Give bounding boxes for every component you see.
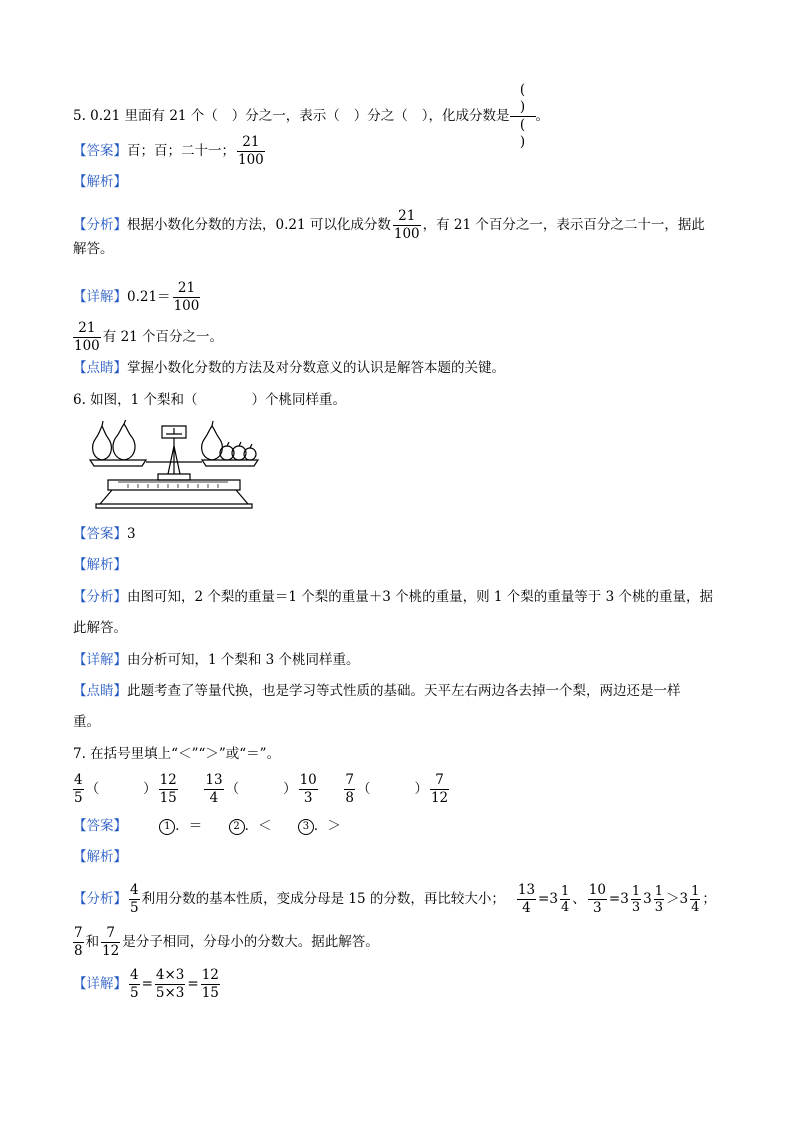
q5-jiexi: 【解析】 bbox=[73, 174, 127, 190]
q7-answer: 【答案】 1 ．＝ 2 ．＜ 3 ．＞ bbox=[73, 818, 341, 834]
q6-answer: 【答案】3 bbox=[73, 526, 136, 542]
q6-question: 6. 如图，1 个梨和（ ）个桃同样重。 bbox=[73, 392, 347, 408]
q7-xiangjie: 【详解】 $\frac{4}{5}$ = $\frac{4\times 3}{5\times 3}$ = $\frac{12}{15}$ bbox=[73, 967, 219, 1001]
q6-jiexi: 【解析】 bbox=[73, 557, 127, 573]
q5-fenxi-line2: 解答。 bbox=[73, 241, 114, 257]
q5-xiangjie: 【详解】0.21＝ $\frac{21}{100}$ bbox=[73, 280, 200, 314]
q7-fenxi-line2: $\frac{7}{8}$ 和 $\frac{7}{12}$ 是分子相同，分母小的分数大。据此解答。 bbox=[74, 925, 379, 959]
q5-dianjing: 【点睛】掌握小数化分数的方法及对分数意义的认识是解答本题的关键。 bbox=[73, 360, 505, 376]
q6-dianjing-line2: 重。 bbox=[73, 714, 100, 730]
balance-scale-illustration bbox=[88, 420, 260, 512]
q6-fenxi-line2: 此解答。 bbox=[73, 620, 127, 636]
q6-fenxi: 【分析】由图可知，2 个梨的重量＝1 个梨的重量＋3 个桃的重量，则 1 个梨的重量等于 3 个桃的重量，据 bbox=[73, 589, 713, 605]
q7-fenxi: 【分析】 $\frac{4}{5}$ 利用分数的基本性质，变成分母是 15 的分数，再比较大小； $\frac{13}{4}$ =3 $\frac{1}{4}$ 、 $\frac{10}{3}$ =3 $\frac{1}{3}$ 3 $\frac{1}{3}$ ＞3 $\frac{1}{4}$ ； bbox=[73, 882, 716, 916]
q7-comparisons: $\frac{4}{5}$ （ ） $\frac{12}{15}$ $\frac{13}{4}$ （ ） $\frac{10}{3}$ $\frac{7}{8}$ （ ） $\frac{7}{12}$ bbox=[74, 772, 449, 806]
q5-question: 5. 0.21 里面有 21 个（ ）分之一，表示（ ）分之（ ），化成分数是 ( ) ( ) 。 bbox=[73, 82, 550, 150]
blank-fraction: ( ) ( ) bbox=[510, 82, 536, 151]
q6-xiangjie: 【详解】由分析可知，1 个梨和 3 个桃同样重。 bbox=[73, 652, 360, 668]
q7-question: 7. 在括号里填上“＜”“＞”或“＝”。 bbox=[73, 746, 281, 762]
q7-jiexi: 【解析】 bbox=[73, 849, 127, 865]
q5-fenxi: 【分析】根据小数化分数的方法，0.21 可以化成分数 $\frac{21}{100}$ ，有 21 个百分之一，表示百分之二十一，据此 bbox=[73, 208, 705, 242]
q6-dianjing: 【点睛】此题考查了等量代换，也是学习等式性质的基础。天平左右两边各去掉一个梨，两边还是一样 bbox=[73, 683, 681, 699]
q5-xiangjie-line2: $\frac{21}{100}$ 有 21 个百分之一。 bbox=[74, 320, 224, 354]
q5-answer: 【答案】百；百；二十一； $\frac{21}{100}$ bbox=[73, 134, 264, 168]
